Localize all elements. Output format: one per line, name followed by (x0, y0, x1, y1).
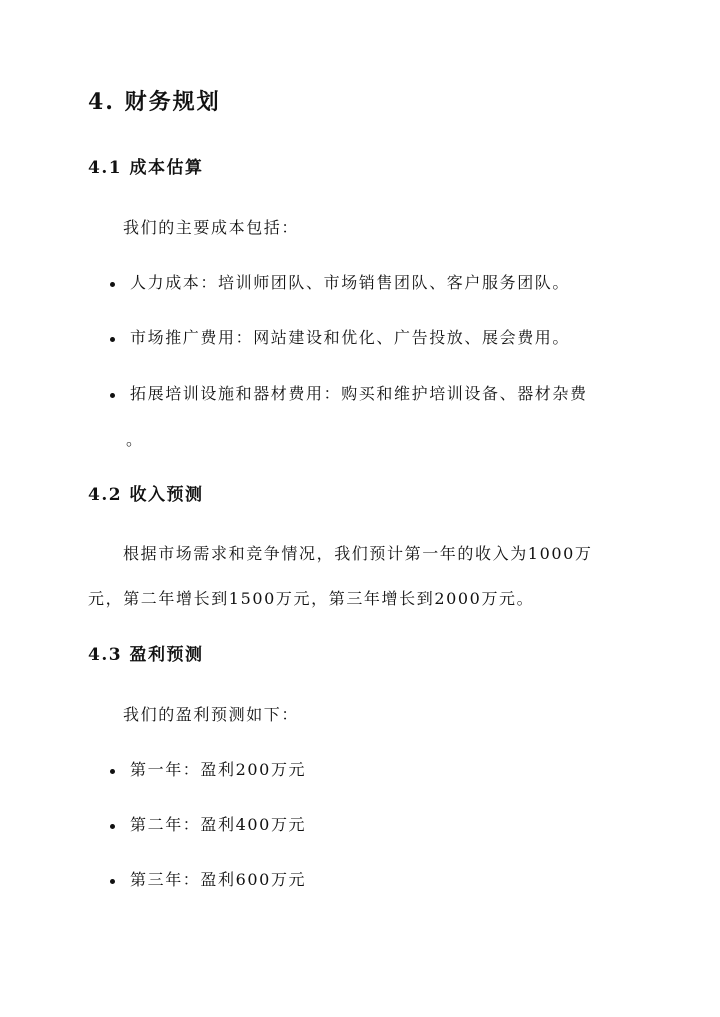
profit-item-2: 第二年：盈利400万元 (130, 815, 307, 834)
cost-item-1: 人力成本：培训师团队、市场销售团队、客户服务团队。 (130, 273, 571, 292)
cost-item-3: 拓展培训设施和器材费用：购买和维护培训设备、器材杂费 (130, 384, 588, 403)
bullet-dot (110, 393, 115, 398)
cost-heading: 4.1 成本估算 (88, 158, 204, 178)
bullet-dot (110, 824, 115, 829)
profit-heading: 4.3 盈利预测 (88, 645, 204, 665)
cost-item-2: 市场推广费用：网站建设和优化、广告投放、展会费用。 (130, 328, 571, 347)
cost-intro: 我们的主要成本包括： (123, 218, 300, 237)
bullet-dot (110, 282, 115, 287)
profit-item-1: 第一年：盈利200万元 (130, 760, 307, 779)
revenue-heading: 4.2 收入预测 (88, 485, 204, 505)
revenue-text-line-1: 根据市场需求和竞争情况，我们预计第一年的收入为1000万 (123, 544, 593, 563)
bullet-dot (110, 879, 115, 884)
profit-intro: 我们的盈利预测如下： (123, 705, 300, 724)
profit-item-3: 第三年：盈利600万元 (130, 870, 307, 889)
revenue-text-line-2: 元，第二年增长到1500万元，第三年增长到2000万元。 (88, 589, 535, 608)
section-title: 4. 财务规划 (88, 89, 221, 115)
bullet-dot (110, 769, 115, 774)
bullet-dot (110, 337, 115, 342)
cost-item-3-continuation: 。 (126, 430, 144, 449)
